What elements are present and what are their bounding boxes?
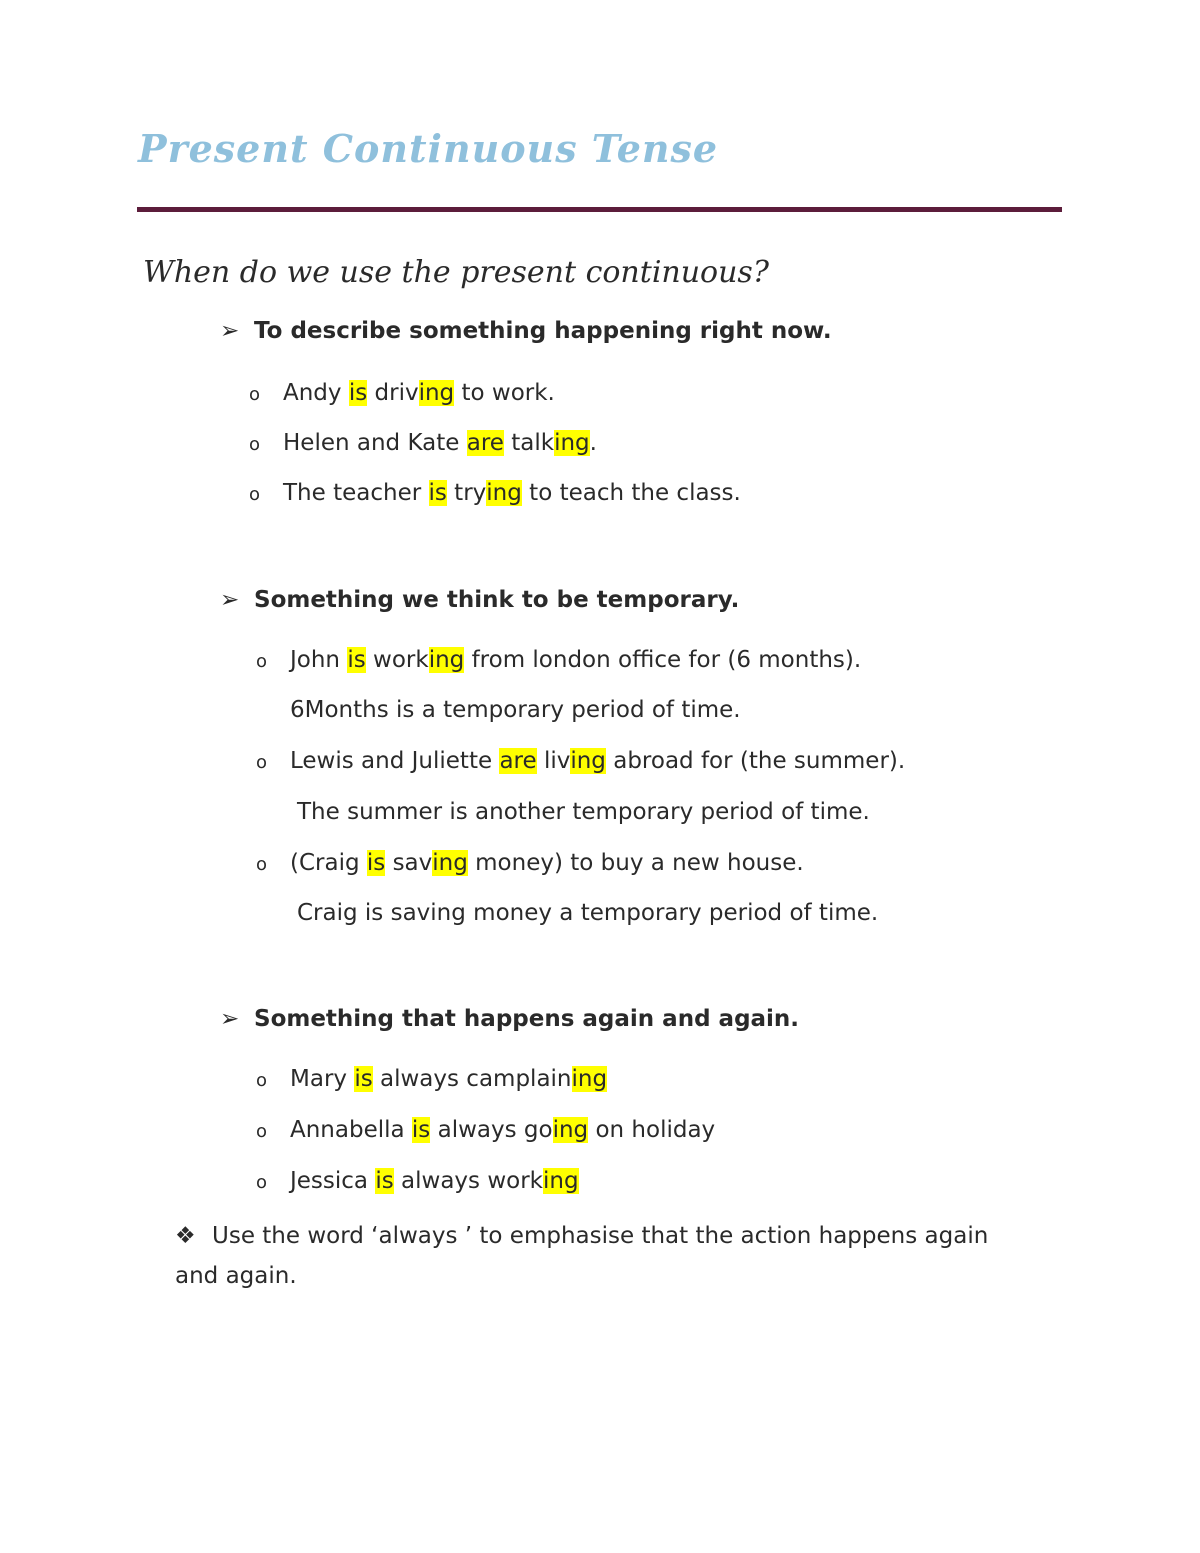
circle-bullet-icon: o <box>256 1172 268 1193</box>
verb-highlight: is <box>375 1168 394 1194</box>
circle-bullet-icon: o <box>256 1121 268 1142</box>
arrow-bullet-icon: ➢ <box>220 1006 240 1032</box>
verb-highlight: is <box>366 850 386 876</box>
ing-highlight: ing <box>570 748 606 774</box>
ing-highlight: ing <box>418 380 455 406</box>
verb-highlight: are <box>466 430 504 456</box>
arrow-bullet-icon: ➢ <box>220 318 240 344</box>
circle-bullet-icon: o <box>256 651 268 672</box>
verb-highlight: is <box>348 380 368 406</box>
example-item: o John is working from london office for (6 months). <box>256 647 862 673</box>
section-question: When do we use the present continuous? <box>143 255 769 290</box>
section-heading-1: ➢ To describe something happening right now. <box>220 318 832 344</box>
example-note: Craig is saving money a temporary period of time. <box>297 900 879 926</box>
example-item: o Jessica is always working <box>256 1168 579 1194</box>
ing-highlight: ing <box>552 1117 589 1143</box>
section-heading-2: ➢ Something we think to be temporary. <box>220 587 740 613</box>
example-item: o The teacher is trying to teach the class. <box>249 480 741 506</box>
ing-highlight: ing <box>542 1168 579 1194</box>
circle-bullet-icon: o <box>256 854 268 875</box>
example-item: o Lewis and Juliette are living abroad for (the summer). <box>256 748 906 774</box>
ing-highlight: ing <box>571 1066 608 1092</box>
verb-highlight: is <box>354 1066 373 1092</box>
section-heading-3: ➢ Something that happens again and again. <box>220 1006 800 1032</box>
example-item: o (Craig is saving money) to buy a new house. <box>256 850 804 876</box>
example-item: o Helen and Kate are talking. <box>249 430 597 456</box>
ing-highlight: ing <box>432 850 468 876</box>
diamond-bullet-icon: ❖ <box>175 1223 196 1249</box>
verb-highlight: are <box>499 748 537 774</box>
title-divider <box>137 207 1062 212</box>
verb-highlight: is <box>428 480 447 506</box>
verb-highlight: is <box>411 1117 431 1143</box>
circle-bullet-icon: o <box>249 384 261 405</box>
arrow-bullet-icon: ➢ <box>220 587 240 613</box>
example-item: o Andy is driving to work. <box>249 380 555 406</box>
ing-highlight: ing <box>554 430 590 456</box>
circle-bullet-icon: o <box>249 484 261 505</box>
usage-tip: ❖ Use the word ‘always ’ to emphasise that the action happens again and again. <box>175 1216 1035 1296</box>
circle-bullet-icon: o <box>249 434 261 455</box>
example-note: The summer is another temporary period of time. <box>297 799 870 825</box>
ing-highlight: ing <box>428 647 465 673</box>
example-item: o Annabella is always going on holiday <box>256 1117 716 1143</box>
example-item: o Mary is always camplaining <box>256 1066 608 1092</box>
example-note: 6Months is a temporary period of time. <box>290 697 741 723</box>
document-title: Present Continuous Tense <box>138 126 719 171</box>
ing-highlight: ing <box>486 480 522 506</box>
circle-bullet-icon: o <box>256 1070 268 1091</box>
circle-bullet-icon: o <box>256 752 268 773</box>
verb-highlight: is <box>347 647 366 673</box>
